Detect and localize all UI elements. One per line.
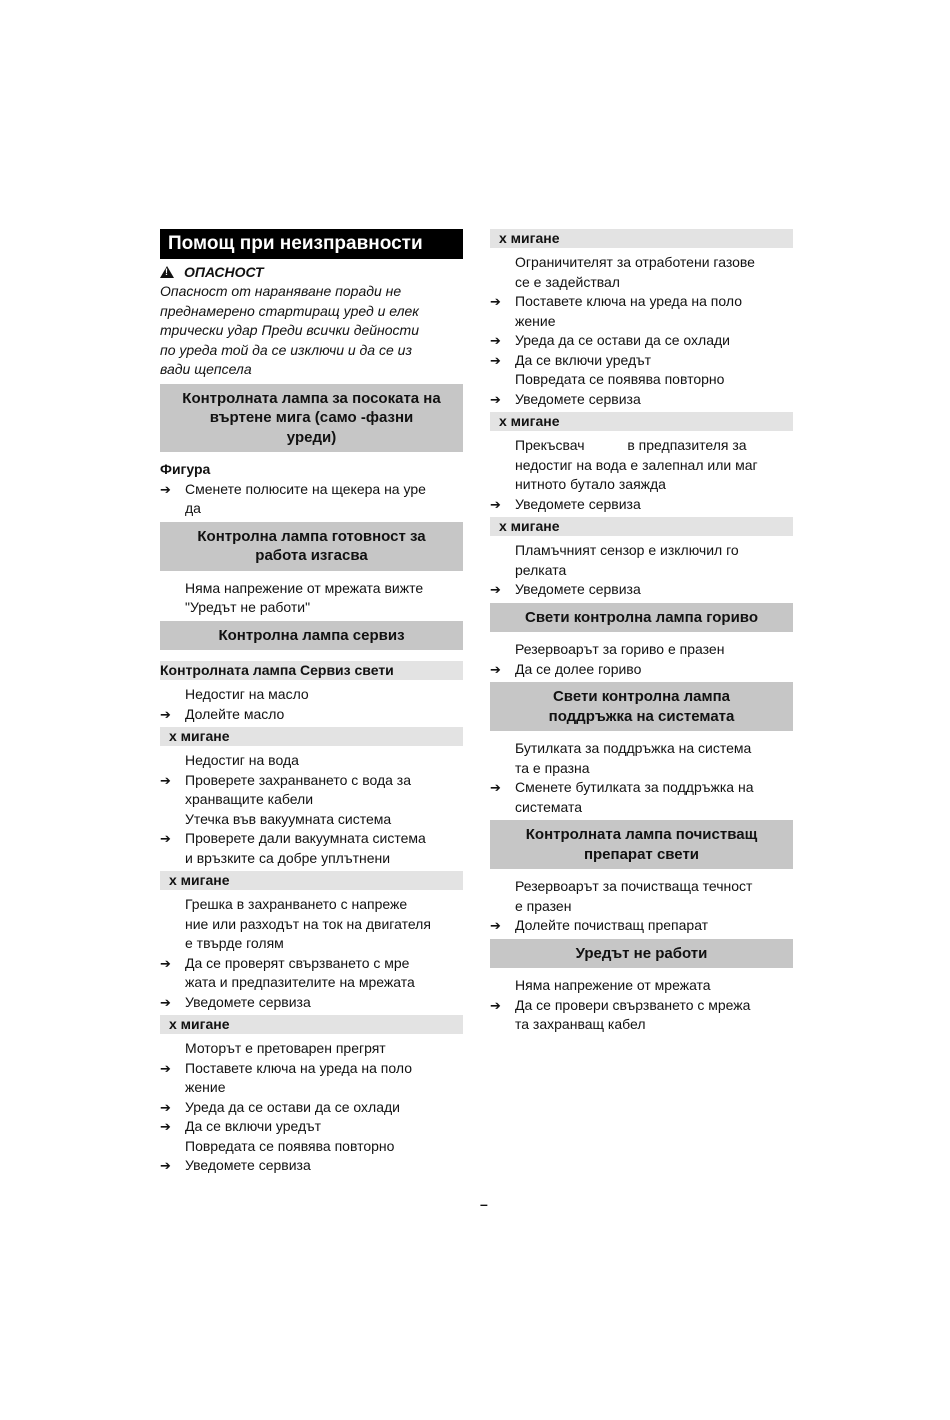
danger-label: ОПАСНОСТ bbox=[184, 264, 264, 280]
item-line: нитното бутало заяжда bbox=[515, 476, 666, 492]
arrow-right-icon: ➔ bbox=[490, 496, 501, 512]
item-line: е твърде голям bbox=[185, 935, 284, 952]
item-line: Ограничителят за отработени газове bbox=[515, 254, 755, 270]
item-line: жата и предпазителите на мрежата bbox=[185, 974, 415, 991]
item-line: се е задействал bbox=[515, 273, 620, 290]
item-line: Проверете захранването с вода за bbox=[185, 771, 411, 788]
section-heading-line: работа изгасва bbox=[255, 547, 368, 565]
arrow-right-icon: ➔ bbox=[160, 706, 171, 722]
action-item bbox=[490, 778, 793, 817]
subheading-blink: х мигане bbox=[160, 1015, 463, 1034]
action-item bbox=[160, 1156, 463, 1176]
item-line: е празен bbox=[515, 897, 572, 914]
figure-label: Фигура bbox=[160, 461, 211, 478]
item-line: жение bbox=[515, 312, 556, 329]
arrow-right-icon: ➔ bbox=[490, 780, 501, 795]
arrow-right-icon: ➔ bbox=[160, 1099, 171, 1115]
action-item bbox=[490, 495, 793, 515]
cause-item bbox=[490, 253, 793, 292]
danger-line: преднамерено стартиращ уред и елек bbox=[160, 302, 419, 319]
action-item bbox=[160, 954, 463, 993]
item-line: Да се включи уредът bbox=[515, 351, 652, 368]
arrow-right-icon: ➔ bbox=[160, 481, 171, 497]
arrow-right-icon: ➔ bbox=[160, 955, 171, 971]
action-item bbox=[160, 1098, 463, 1118]
cause-item bbox=[160, 751, 463, 771]
action-item bbox=[160, 829, 463, 868]
action-item bbox=[490, 331, 793, 351]
item-line: Сменете полюсите на щекера на уре bbox=[185, 480, 426, 497]
item-line: Да се включи уредът bbox=[185, 1118, 322, 1135]
right-column bbox=[490, 229, 793, 1035]
subheading-blink: х мигане bbox=[160, 871, 463, 890]
section-heading-line: Свети контролна лампа bbox=[552, 688, 731, 705]
arrow-right-icon: ➔ bbox=[490, 918, 501, 933]
action-item bbox=[160, 993, 463, 1013]
item-line: Уведомете сервиза bbox=[515, 390, 641, 407]
section-heading-line: Контролната лампа за посоката на bbox=[182, 389, 441, 407]
arrow-right-icon: ➔ bbox=[490, 391, 501, 407]
item-line: "Уредът не работи" bbox=[185, 599, 311, 616]
item-line: Да се долее гориво bbox=[515, 660, 642, 677]
item-line: Долейте масло bbox=[185, 705, 285, 722]
section-heading-line: Свети контролна лампа гориво bbox=[525, 608, 758, 626]
item-line: Поставете ключа на уреда на поло bbox=[185, 1059, 412, 1076]
arrow-right-icon: ➔ bbox=[490, 582, 501, 597]
cause-item bbox=[160, 1039, 463, 1059]
section-heading-line: Контролна лампа сервиз bbox=[218, 626, 405, 644]
action-item bbox=[490, 916, 793, 936]
item-line: Бутилката за поддръжка на система bbox=[515, 740, 752, 756]
cause-item bbox=[490, 640, 793, 660]
action-item bbox=[490, 292, 793, 331]
arrow-right-icon: ➔ bbox=[490, 352, 501, 368]
section-heading-line: препарат свети bbox=[583, 845, 700, 863]
section-heading-line: въртене мига (само -фазни bbox=[209, 409, 414, 427]
item-line: ние или разходът на ток на двигателя bbox=[185, 915, 431, 932]
item-line: Уведомете сервиза bbox=[185, 1157, 311, 1174]
item-line: Резервоарът за гориво е празен bbox=[515, 641, 725, 657]
action-item bbox=[490, 660, 793, 680]
section-heading-service-lamp bbox=[160, 621, 463, 651]
item-line: та захранващ кабел bbox=[515, 1016, 646, 1032]
subheading-blink: х мигане bbox=[490, 229, 793, 248]
section-heading-maintenance-lamp bbox=[490, 682, 793, 731]
action-item bbox=[490, 390, 793, 410]
subheading-blink: х мигане bbox=[490, 517, 793, 536]
cause-item bbox=[160, 579, 463, 618]
danger-line: Опасност от нараняване поради не bbox=[160, 283, 402, 299]
warning-triangle-icon bbox=[160, 266, 174, 278]
item-line: системата bbox=[515, 798, 583, 815]
subheading-blink: х мигане bbox=[490, 412, 793, 431]
cause-item bbox=[490, 370, 793, 390]
action-item bbox=[160, 480, 463, 519]
item-line: Повредата се появява повторно bbox=[185, 1137, 395, 1154]
cause-item bbox=[160, 1137, 463, 1157]
item-line: недостиг на вода е залепнал или маг bbox=[515, 456, 758, 473]
item-line: Уведомете сервиза bbox=[185, 993, 311, 1010]
action-item bbox=[490, 351, 793, 371]
item-line: Недостиг на масло bbox=[185, 686, 309, 703]
item-line: хранващите кабели bbox=[185, 791, 314, 808]
item-line: Грешка в захранването с напреже bbox=[185, 896, 408, 913]
left-column bbox=[160, 229, 463, 1176]
subheading-service-on: Контролната лампа Сервиз свети bbox=[160, 661, 463, 680]
section-heading-line: Уредът не работи bbox=[575, 944, 708, 962]
section-heading-fuel-lamp bbox=[490, 603, 793, 633]
item-line: Прекъсвач в предпазителя за bbox=[515, 437, 747, 453]
danger-line: по уреда той да се изключи и да се из bbox=[160, 341, 412, 358]
danger-line: вади щепсела bbox=[160, 361, 252, 378]
danger-line: трически удар Преди всички дейности bbox=[160, 322, 419, 339]
section-heading-line: поддръжка на системата bbox=[548, 707, 735, 725]
item-line: Сменете бутилката за поддръжка на bbox=[515, 779, 754, 795]
cause-item bbox=[160, 895, 463, 954]
item-line: Да се провери свързването с мрежа bbox=[515, 996, 751, 1013]
cause-item bbox=[490, 739, 793, 778]
item-line: Уведомете сервиза bbox=[515, 581, 641, 597]
danger-text bbox=[160, 282, 463, 380]
page-title: Помощ при неизправности bbox=[160, 229, 463, 259]
arrow-right-icon: ➔ bbox=[160, 772, 171, 788]
action-item bbox=[160, 1059, 463, 1098]
section-heading-device-not-running bbox=[490, 939, 793, 969]
item-line: Уведомете сервиза bbox=[515, 495, 641, 512]
item-line: и връзките са добре уплътнени bbox=[185, 849, 391, 866]
cause-item bbox=[160, 810, 463, 830]
item-line: Уреда да се остави да се охлади bbox=[185, 1098, 400, 1115]
action-item bbox=[490, 580, 793, 600]
subheading-blink: х мигане bbox=[160, 727, 463, 746]
item-line: Няма напрежение от мрежата вижте bbox=[185, 579, 424, 596]
item-line: Уреда да се остави да се охлади bbox=[515, 332, 730, 348]
arrow-right-icon: ➔ bbox=[160, 1158, 171, 1174]
cause-item bbox=[490, 541, 793, 580]
action-item bbox=[160, 771, 463, 810]
section-heading-rotation-lamp bbox=[160, 384, 463, 453]
arrow-right-icon: ➔ bbox=[160, 994, 171, 1010]
item-line: жение bbox=[185, 1079, 226, 1096]
cause-item bbox=[490, 877, 793, 916]
item-line: Да се проверят свързването с мре bbox=[185, 954, 410, 971]
arrow-right-icon: ➔ bbox=[160, 1119, 171, 1135]
page-number: – bbox=[480, 1196, 488, 1212]
arrow-right-icon: ➔ bbox=[490, 294, 501, 309]
item-line: Недостиг на вода bbox=[185, 752, 299, 769]
arrow-right-icon: ➔ bbox=[160, 831, 171, 847]
item-line: Пламъчният сензор е изключил го bbox=[515, 542, 739, 558]
danger-heading bbox=[160, 262, 463, 282]
item-line: Моторът е претоварен прегрят bbox=[185, 1040, 386, 1057]
item-line: Утечка във вакуумната система bbox=[185, 810, 392, 827]
item-line: Няма напрежение от мрежата bbox=[515, 977, 711, 993]
action-item bbox=[160, 705, 463, 725]
section-heading-line: уреди) bbox=[286, 428, 337, 446]
arrow-right-icon: ➔ bbox=[490, 661, 501, 677]
item-line: да bbox=[185, 500, 201, 517]
section-heading-ready-lamp bbox=[160, 522, 463, 571]
arrow-right-icon: ➔ bbox=[160, 1060, 171, 1076]
cause-item bbox=[490, 436, 793, 495]
action-item bbox=[160, 1117, 463, 1137]
item-line: Резервоарът за почистваща течност bbox=[515, 878, 753, 894]
cause-item bbox=[490, 976, 793, 996]
section-heading-line: Контролната лампа почистващ bbox=[525, 826, 758, 843]
section-heading-line: Контролна лампа готовност за bbox=[197, 527, 426, 545]
item-line: Поставете ключа на уреда на поло bbox=[515, 293, 742, 309]
item-line: Повредата се появява повторно bbox=[515, 371, 725, 387]
section-heading-detergent-lamp bbox=[490, 820, 793, 869]
arrow-right-icon: ➔ bbox=[490, 997, 501, 1013]
item-line: та е празна bbox=[515, 759, 590, 776]
item-line: Долейте почистващ препарат bbox=[515, 917, 709, 933]
cause-item bbox=[160, 685, 463, 705]
item-line: Проверете дали вакуумната система bbox=[185, 830, 426, 847]
arrow-right-icon: ➔ bbox=[490, 333, 501, 348]
action-item bbox=[490, 996, 793, 1035]
item-line: релката bbox=[515, 561, 567, 578]
